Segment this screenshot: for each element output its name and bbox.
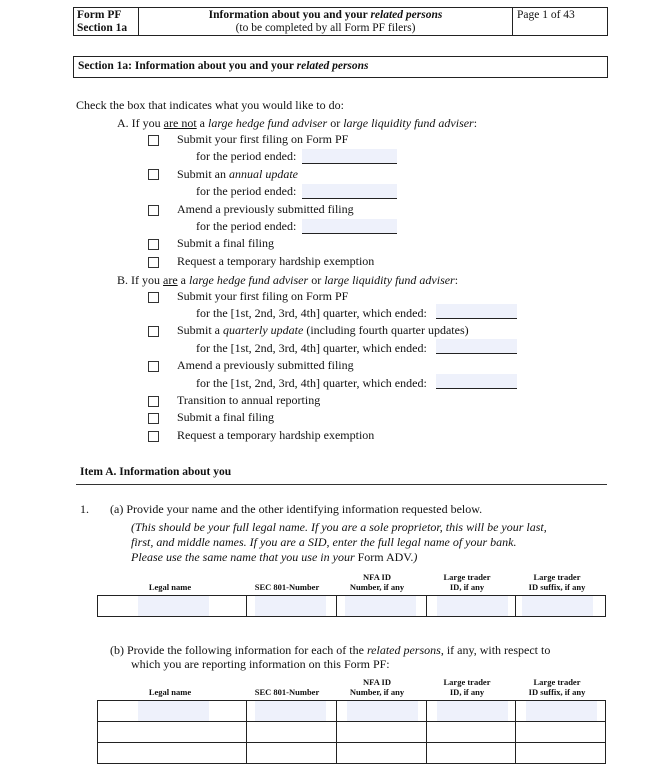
label-italic: large liquidity fund adviser	[324, 273, 455, 287]
col-header-legal-name	[110, 572, 230, 592]
nfa-id-input[interactable]	[337, 722, 427, 743]
label-italic: large hedge fund adviser	[188, 273, 309, 287]
col-header-nfa-id	[337, 677, 417, 697]
checkbox-a-amend[interactable]	[148, 205, 159, 216]
form-title	[139, 8, 513, 35]
form-name: Form PF	[77, 9, 122, 21]
col-line1: Large trader	[533, 677, 581, 687]
option-label	[177, 167, 298, 182]
col-header-legal-name	[110, 677, 230, 697]
section-title-text: Section 1a: Information about you and your	[78, 60, 297, 72]
label-part: Submit an	[177, 167, 230, 181]
col-header-large-trader-id	[427, 677, 507, 697]
large-trader-id-input[interactable]	[426, 722, 516, 743]
q1b-part: , if any, with respect to	[440, 643, 551, 657]
adviser-info-table	[97, 595, 606, 617]
checkbox-b-amend[interactable]	[148, 361, 159, 372]
note-italic: Please use the same name that you use in your	[131, 550, 358, 564]
section-title	[73, 56, 608, 78]
option-label: Submit your first filing on Form PF	[177, 289, 349, 303]
sec-number-input[interactable]	[247, 701, 337, 722]
related-persons-table	[97, 700, 606, 764]
period-ended-input-a2[interactable]	[302, 184, 397, 199]
note-italic: )	[413, 550, 418, 564]
question-1b-text-2: which you are reporting information on this Form PF:	[131, 657, 390, 671]
large-trader-id-input[interactable]	[426, 596, 516, 617]
option-sublabel: for the [1st, 2nd, 3rd, 4th] quarter, which ended:	[196, 376, 427, 390]
col-header-nfa-id	[337, 572, 417, 592]
col-line1: NFA ID	[363, 677, 391, 687]
label-underline: are	[163, 273, 178, 287]
col-header-large-trader-suffix	[517, 677, 597, 697]
col-line1: Large trader	[533, 572, 581, 582]
label-italic: large liquidity fund adviser	[343, 116, 474, 130]
title-italic: related persons	[370, 9, 443, 21]
option-label: Amend a previously submitted filing	[177, 358, 354, 372]
divider	[76, 484, 607, 485]
label-part: or	[327, 116, 344, 130]
label-italic: quarterly update	[223, 323, 304, 337]
option-sublabel: for the [1st, 2nd, 3rd, 4th] quarter, which ended:	[196, 341, 427, 355]
quarter-ended-input-b3[interactable]	[436, 374, 517, 389]
label-part: :	[473, 116, 478, 130]
col-line1	[110, 572, 230, 582]
group-a-label	[117, 116, 477, 131]
col-line2: Legal name	[148, 687, 192, 697]
option-label: Request a temporary hardship exemption	[177, 428, 375, 442]
checkbox-a-first-filing[interactable]	[148, 135, 159, 146]
checkbox-b-quarterly-update[interactable]	[148, 326, 159, 337]
option-sublabel: for the period ended:	[196, 184, 297, 198]
label-part: Submit a	[177, 323, 224, 337]
table-row	[98, 722, 606, 743]
col-line1	[247, 572, 327, 582]
option-label	[177, 323, 469, 338]
legal-name-input[interactable]	[98, 722, 247, 743]
label-part: a	[196, 116, 208, 130]
label-italic: large hedge fund adviser	[207, 116, 328, 130]
item-a-title: Item A. Information about you	[80, 466, 232, 478]
large-trader-id-input[interactable]	[426, 743, 516, 764]
sec-number-input[interactable]	[247, 596, 337, 617]
large-trader-id-input[interactable]	[426, 701, 516, 722]
option-label: Transition to annual reporting	[177, 393, 321, 407]
col-line2: Legal name	[148, 582, 192, 592]
section-title-italic: related persons	[296, 60, 369, 72]
label-part: or	[308, 273, 325, 287]
large-trader-suffix-input[interactable]	[516, 701, 606, 722]
nfa-id-input[interactable]	[337, 596, 427, 617]
label-part: :	[454, 273, 459, 287]
col-line2: Number, if any	[349, 582, 405, 592]
option-label: Submit a final filing	[177, 236, 274, 250]
sec-number-input[interactable]	[247, 743, 337, 764]
col-line1: NFA ID	[363, 572, 391, 582]
instruction-text: Check the box that indicates what you would like to do:	[76, 98, 344, 112]
form-header	[73, 7, 608, 36]
option-sublabel: for the period ended:	[196, 149, 297, 163]
table-row	[98, 743, 606, 764]
question-1a-note: (This should be your full legal name. If you are a sole proprietor, this will be your last,	[131, 520, 547, 534]
col-line2: ID suffix, if any	[528, 687, 586, 697]
option-sublabel: for the [1st, 2nd, 3rd, 4th] quarter, which ended:	[196, 306, 427, 320]
period-ended-input-a3[interactable]	[302, 219, 397, 234]
col-line2: ID, if any	[449, 687, 485, 697]
option-sublabel: for the period ended:	[196, 219, 297, 233]
col-line2: ID suffix, if any	[528, 582, 586, 592]
large-trader-suffix-input[interactable]	[516, 722, 606, 743]
col-line2: SEC 801-Number	[254, 582, 320, 592]
col-line2: SEC 801-Number	[254, 687, 320, 697]
checkbox-a-annual-update[interactable]	[148, 169, 159, 180]
option-label: Submit your first filing on Form PF	[177, 132, 349, 146]
col-line1	[110, 677, 230, 687]
nfa-id-input[interactable]	[337, 743, 427, 764]
col-header-sec-number	[247, 677, 327, 697]
col-header-sec-number	[247, 572, 327, 592]
checkbox-b-transition-annual[interactable]	[148, 396, 159, 407]
sec-number-input[interactable]	[247, 722, 337, 743]
note-plain: Form ADV.	[357, 550, 414, 564]
q1b-part: (b) Provide the following information for each of the	[110, 643, 367, 657]
quarter-ended-input-b2[interactable]	[436, 339, 517, 354]
col-line2: Number, if any	[349, 687, 405, 697]
legal-name-input[interactable]	[98, 743, 247, 764]
checkbox-b-first-filing[interactable]	[148, 292, 159, 303]
legal-name-input[interactable]	[98, 596, 247, 617]
table-row	[98, 596, 606, 617]
option-label: Submit a final filing	[177, 410, 274, 424]
option-label: Amend a previously submitted filing	[177, 202, 354, 216]
period-ended-input-a1[interactable]	[302, 149, 397, 164]
label-underline: are not	[163, 116, 197, 130]
label-italic: annual update	[229, 167, 299, 181]
page-number: Page 1 of 43	[517, 9, 575, 21]
checkbox-a-hardship[interactable]	[148, 257, 159, 268]
col-line1	[247, 677, 327, 687]
large-trader-suffix-input[interactable]	[516, 596, 606, 617]
checkbox-b-final-filing[interactable]	[148, 413, 159, 424]
table-row	[98, 701, 606, 722]
q1b-italic: related persons	[366, 643, 441, 657]
label-part: a	[177, 273, 189, 287]
label-part: B. If you	[117, 273, 163, 287]
form-subtitle: (to be completed by all Form PF filers)	[235, 22, 416, 34]
question-1a-note: first, and middle names. If you are a SID, enter the full legal name of your bank.	[131, 535, 517, 549]
form-section: Section 1a	[77, 22, 128, 34]
question-1a-text: (a) Provide your name and the other identifying information requested below.	[110, 502, 483, 516]
col-header-large-trader-suffix	[517, 572, 597, 592]
col-line1: Large trader	[443, 572, 491, 582]
col-line2: ID, if any	[449, 582, 485, 592]
label-part: A. If you	[117, 116, 164, 130]
nfa-id-input[interactable]	[337, 701, 427, 722]
large-trader-suffix-input[interactable]	[516, 743, 606, 764]
form-id	[74, 8, 139, 35]
col-header-large-trader-id	[427, 572, 507, 592]
question-1a-note	[131, 550, 417, 565]
group-b-label	[117, 273, 458, 288]
legal-name-input[interactable]	[98, 701, 247, 722]
quarter-ended-input-b1[interactable]	[436, 304, 517, 319]
label-part: (including fourth quarter updates)	[303, 323, 469, 337]
question-number: 1.	[80, 502, 89, 516]
option-label: Request a temporary hardship exemption	[177, 254, 375, 268]
question-1b-text	[110, 643, 550, 658]
title-text: Information about you and your	[208, 9, 371, 21]
checkbox-b-hardship[interactable]	[148, 431, 159, 442]
col-line1: Large trader	[443, 677, 491, 687]
checkbox-a-final-filing[interactable]	[148, 239, 159, 250]
